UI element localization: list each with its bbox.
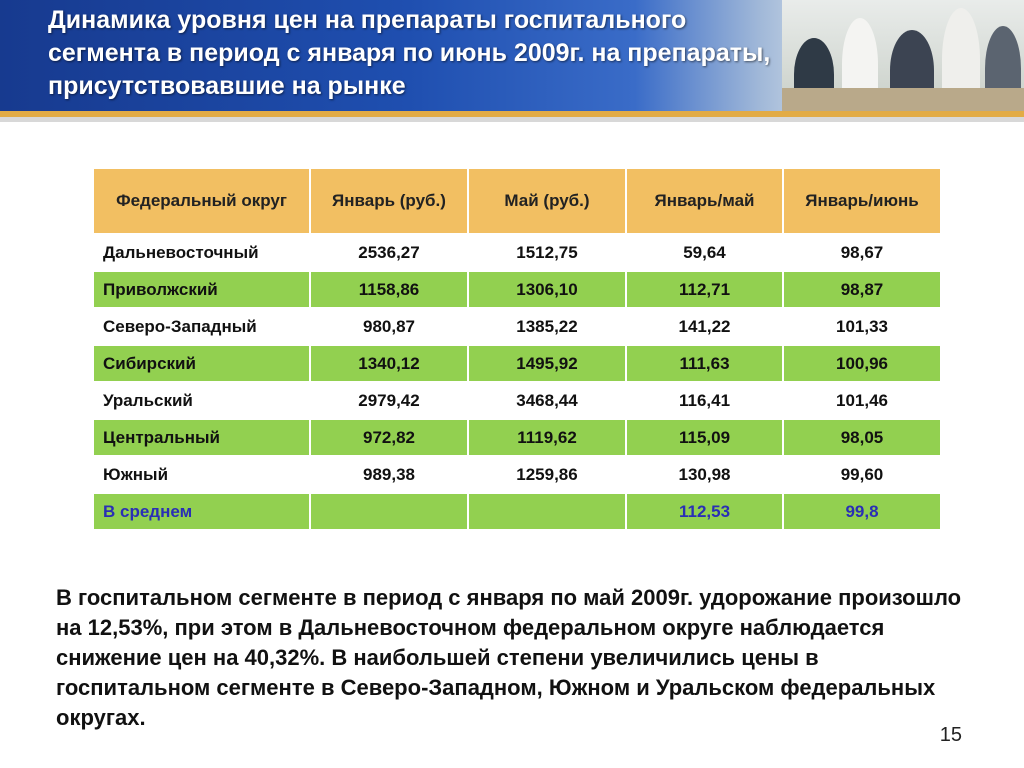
divider-strip bbox=[0, 117, 1024, 122]
january-june-cell: 101,46 bbox=[783, 382, 941, 419]
may-cell: 1385,22 bbox=[468, 308, 626, 345]
slide-header bbox=[0, 0, 1024, 111]
january-june-cell: 98,67 bbox=[783, 234, 941, 271]
table-surface bbox=[782, 88, 1024, 111]
january-cell: 972,82 bbox=[310, 419, 468, 456]
table-row bbox=[93, 456, 941, 493]
table-header-row bbox=[93, 168, 941, 234]
average-january-may-cell: 112,53 bbox=[626, 493, 783, 530]
may-cell: 1495,92 bbox=[468, 345, 626, 382]
january-cell: 2536,27 bbox=[310, 234, 468, 271]
january-cell: 2979,42 bbox=[310, 382, 468, 419]
table-row bbox=[93, 419, 941, 456]
january-june-cell: 100,96 bbox=[783, 345, 941, 382]
january-may-cell: 141,22 bbox=[626, 308, 783, 345]
region-cell: Северо-Западный bbox=[93, 308, 310, 345]
january-cell: 980,87 bbox=[310, 308, 468, 345]
january-cell: 1340,12 bbox=[310, 345, 468, 382]
region-cell: Центральный bbox=[93, 419, 310, 456]
may-cell: 1306,10 bbox=[468, 271, 626, 308]
may-cell: 1512,75 bbox=[468, 234, 626, 271]
january-june-cell: 98,87 bbox=[783, 271, 941, 308]
header-january-may: Январь/май bbox=[626, 168, 783, 234]
january-may-cell: 59,64 bbox=[626, 234, 783, 271]
region-cell: Уральский bbox=[93, 382, 310, 419]
slide-title: Динамика уровня цен на препараты госпитального сегмента в период с января по июнь 2009г. на препараты, присутствовавшие на рынке bbox=[48, 6, 771, 100]
table-row bbox=[93, 345, 941, 382]
january-june-cell: 99,60 bbox=[783, 456, 941, 493]
region-cell: Дальневосточный bbox=[93, 234, 310, 271]
may-cell: 3468,44 bbox=[468, 382, 626, 419]
january-may-cell: 112,71 bbox=[626, 271, 783, 308]
table-row bbox=[93, 271, 941, 308]
january-june-cell: 98,05 bbox=[783, 419, 941, 456]
header-january: Январь (руб.) bbox=[310, 168, 468, 234]
region-cell: Сибирский bbox=[93, 345, 310, 382]
summary-text: В госпитальном сегменте в период с января по май 2009г. удорожание произошло на 12,53%, при этом в Дальневосточном федеральном округе наблюдается снижение цен на 40,32%. В наибольшей степени увеличились цены в госпитальном сегменте в Северо-Западном, Южном и Уральском федеральных округах. bbox=[56, 585, 962, 730]
region-cell: Приволжский bbox=[93, 271, 310, 308]
january-may-cell: 111,63 bbox=[626, 345, 783, 382]
header-january-june: Январь/июнь bbox=[783, 168, 941, 234]
may-cell: 1119,62 bbox=[468, 419, 626, 456]
header-federal-district: Федеральный округ bbox=[93, 168, 310, 234]
business-meeting-photo bbox=[782, 0, 1024, 111]
price-table bbox=[92, 167, 940, 531]
january-may-cell: 116,41 bbox=[626, 382, 783, 419]
region-cell: Южный bbox=[93, 456, 310, 493]
table-row bbox=[93, 308, 941, 345]
page-number: 15 bbox=[939, 724, 962, 746]
average-january-june-cell: 99,8 bbox=[783, 493, 941, 530]
january-may-cell: 130,98 bbox=[626, 456, 783, 493]
january-june-cell: 101,33 bbox=[783, 308, 941, 345]
table-row bbox=[93, 382, 941, 419]
january-cell: 989,38 bbox=[310, 456, 468, 493]
average-row bbox=[93, 493, 941, 530]
table-row bbox=[93, 234, 941, 271]
header-may: Май (руб.) bbox=[468, 168, 626, 234]
january-cell: 1158,86 bbox=[310, 271, 468, 308]
january-may-cell: 115,09 bbox=[626, 419, 783, 456]
average-january-cell bbox=[310, 493, 468, 530]
may-cell: 1259,86 bbox=[468, 456, 626, 493]
average-may-cell bbox=[468, 493, 626, 530]
average-label: В среднем bbox=[93, 493, 310, 530]
